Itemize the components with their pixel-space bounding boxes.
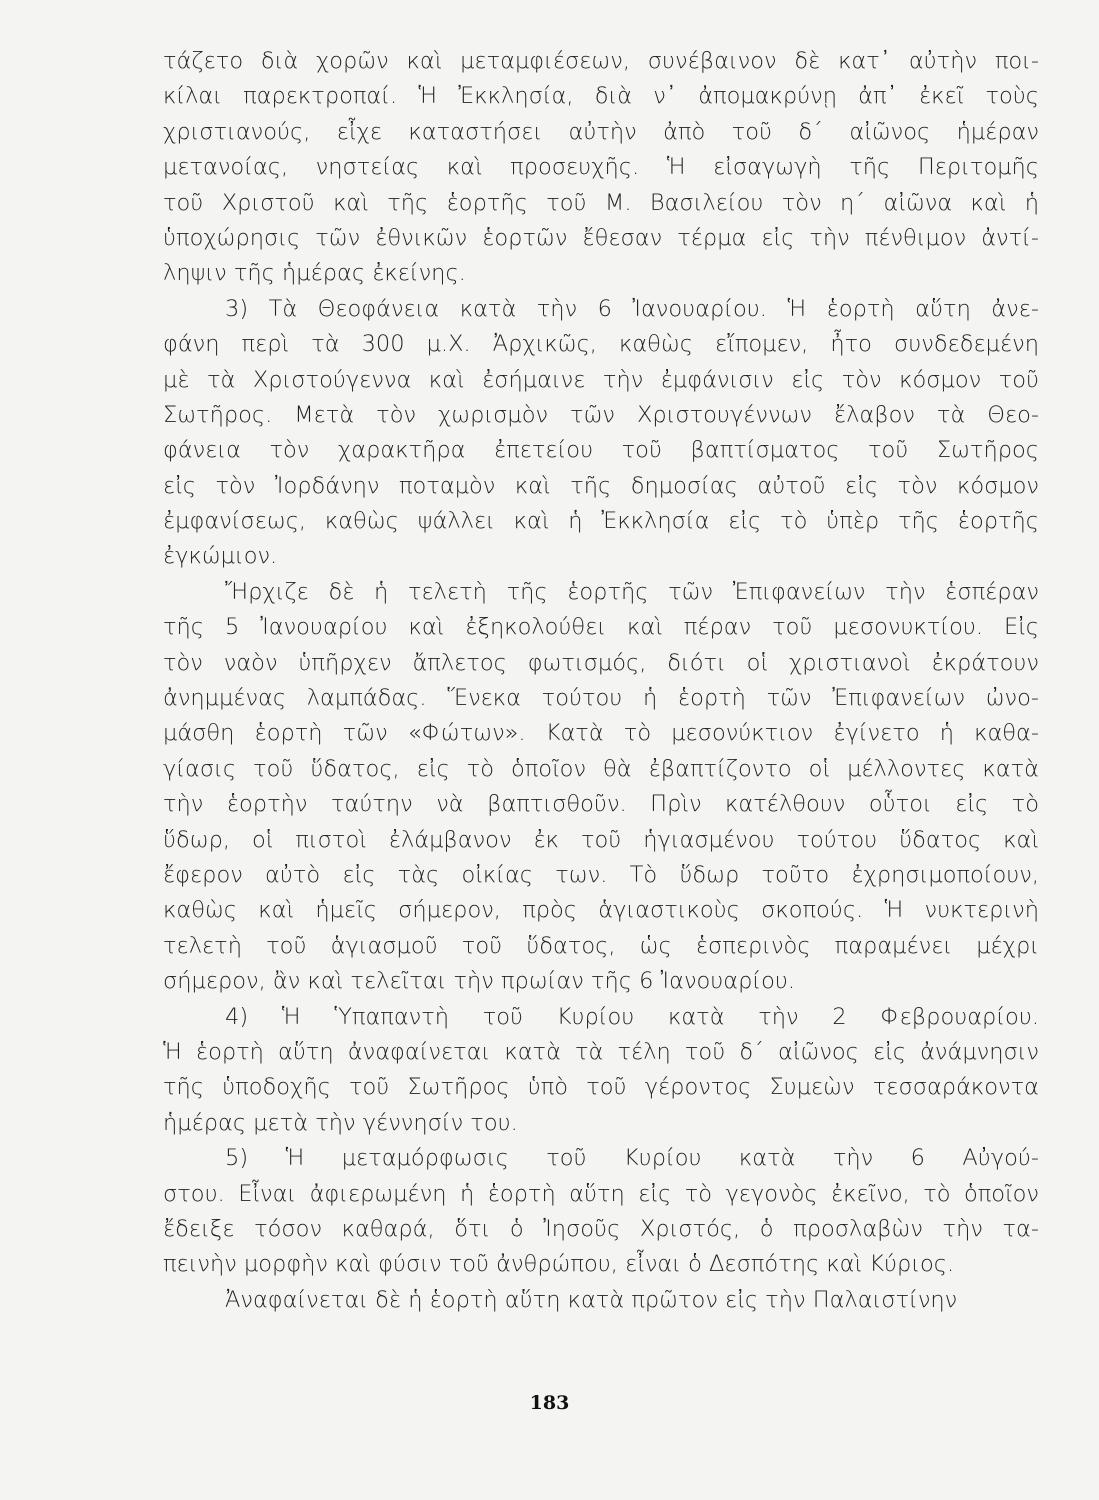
text-line: φάνη περὶ τὰ 300 μ.Χ. Ἀρχικῶς, καθὼς εἴπομεν, ἦτο συνδεδεμένη [163,331,1039,358]
text-line: ληψιν τῆς ἡμέρας ἐκείνης. [163,260,466,287]
text-line: φάνεια τὸν χαρακτῆρα ἐπετείου τοῦ βαπτίσματος τοῦ Σωτῆρος [163,437,1039,464]
section-heading-line: 4) Ἡ Ὑπαπαντὴ τοῦ Κυρίου κατὰ τὴν 2 Φεβρουαρίου. [225,1003,1039,1030]
text-line: ἔδειξε τόσον καθαρά, ὅτι ὁ Ἰησοῦς Χριστός, ὁ προσλαβὼν τὴν τα- [163,1215,1039,1242]
text-line: τοῦ Χριστοῦ καὶ τῆς ἑορτῆς τοῦ Μ. Βασιλείου τὸν η΄ αἰῶνα καὶ ἡ [163,189,1039,216]
text-line: ὕδωρ, οἱ πιστοὶ ἐλάμβανον ἐκ τοῦ ἡγιασμένου τούτου ὕδατος καὶ [163,826,1039,853]
section-heading-line: 5) Ἡ μεταμόρφωσις τοῦ Κυρίου κατὰ τὴν 6 Αὐγού- [225,1145,1039,1172]
text-line: ἐγκώμιον. [163,543,278,570]
text-line: εἰς τὸν Ἰορδάνην ποταμὸν καὶ τῆς δημοσίας αὐτοῦ εἰς τὸν κόσμον [163,472,1039,499]
text-line: Ἤρχιζε δὲ ἡ τελετὴ τῆς ἑορτῆς τῶν Ἐπιφανείων τὴν ἑσπέραν [225,578,1039,605]
text-line: Ἀναφαίνεται δὲ ἡ ἑορτὴ αὕτη κατὰ πρῶτον εἰς τὴν Παλαιστίνην [225,1286,958,1313]
text-line: Σωτῆρος. Μετὰ τὸν χωρισμὸν τῶν Χριστουγέννων ἔλαβον τὰ Θεο- [163,401,1039,428]
text-line: Ἡ ἑορτὴ αὕτη ἀναφαίνεται κατὰ τὰ τέλη τοῦ δ΄ αἰῶνος εἰς ἀνάμνησιν [163,1038,1039,1065]
text-line: τὸν ναὸν ὑπῆρχεν ἄπλετος φωτισμός, διότι οἱ χριστιανοὶ ἐκράτουν [163,649,1039,676]
text-line: μὲ τὰ Χριστούγεννα καὶ ἐσήμαινε τὴν ἐμφάνισιν εἰς τὸν κόσμον τοῦ [163,366,1039,393]
text-line: πεινὴν μορφὴν καὶ φύσιν τοῦ ἀνθρώπου, εἶναι ὁ Δεσπότης καὶ Κύριος. [163,1251,955,1278]
text-line: τῆς 5 Ἰανουαρίου καὶ ἐξηκολούθει καὶ πέραν τοῦ μεσονυκτίου. Εἰς [163,614,1039,641]
text-line: τῆς ὑποδοχῆς τοῦ Σωτῆρος ὑπὸ τοῦ γέροντος Συμεὼν τεσσαράκοντα [163,1074,1039,1101]
text-line: ἔφερον αὐτὸ εἰς τὰς οἰκίας των. Τὸ ὕδωρ τοῦτο ἐχρησιμοποίουν, [163,861,1039,888]
text-line: τάζετο διὰ χορῶν καὶ μεταμφιέσεων, συνέβαινον δὲ κατ᾿ αὐτὴν ποι- [163,48,1039,74]
text-line: σήμερον, ἂν καὶ τελεῖται τὴν πρωίαν τῆς 6 Ἰανουαρίου. [163,968,796,995]
text-line: ἀνημμένας λαμπάδας. Ἕνεκα τούτου ἡ ἑορτὴ τῶν Ἐπιφανείων ὠνο- [163,685,1039,712]
body-text [163,44,1039,1318]
text-line: ἐμφανίσεως, καθὼς ψάλλει καὶ ἡ Ἐκκλησία εἰς τὸ ὑπὲρ τῆς ἑορτῆς [163,508,1039,535]
text-line: κίλαι παρεκτροπαί. Ἡ Ἐκκλησία, διὰ ν᾿ ἀπομακρύνῃ ἀπ᾿ ἐκεῖ τοὺς [163,83,1039,110]
text-line: στου. Εἶναι ἀφιερωμένη ἡ ἑορτὴ αὕτη εἰς τὸ γεγονὸς ἐκεῖνο, τὸ ὁποῖον [163,1180,1039,1207]
text-line: ὑποχώρησις τῶν ἐθνικῶν ἑορτῶν ἔθεσαν τέρμα εἰς τὴν πένθιμον ἀντί- [163,224,1039,251]
text-line: τὴν ἑορτὴν ταύτην νὰ βαπτισθοῦν. Πρὶν κατέλθουν οὗτοι εἰς τὸ [163,791,1039,818]
section-heading-line: 3) Τὰ Θεοφάνεια κατὰ τὴν 6 Ἰανουαρίου. Ἡ ἑορτὴ αὕτη ἀνε- [225,295,1039,322]
text-line: χριστιανούς, εἶχε καταστήσει αὐτὴν ἀπὸ τοῦ δ΄ αἰῶνος ἡμέραν [163,118,1039,145]
text-line: μετανοίας, νηστείας καὶ προσευχῆς. Ἡ εἰσαγωγὴ τῆς Περιτομῆς [163,154,1039,181]
text-line: τελετὴ τοῦ ἁγιασμοῦ τοῦ ὕδατος, ὡς ἑσπερινὸς παραμένει μέχρι [163,932,1039,959]
text-line: ἡμέρας μετὰ τὴν γέννησίν του. [163,1109,518,1136]
page-number: 183 [529,1392,570,1414]
text-line: γίασις τοῦ ὕδατος, εἰς τὸ ὁποῖον θὰ ἐβαπτίζοντο οἱ μέλλοντες κατὰ [163,755,1039,782]
text-line: καθὼς καὶ ἡμεῖς σήμερον, πρὸς ἁγιαστικοὺς σκοπούς. Ἡ νυκτερινὴ [163,897,1039,924]
text-line: μάσθη ἑορτὴ τῶν «Φώτων». Κατὰ τὸ μεσονύκτιον ἐγίνετο ἡ καθα- [163,720,1039,747]
